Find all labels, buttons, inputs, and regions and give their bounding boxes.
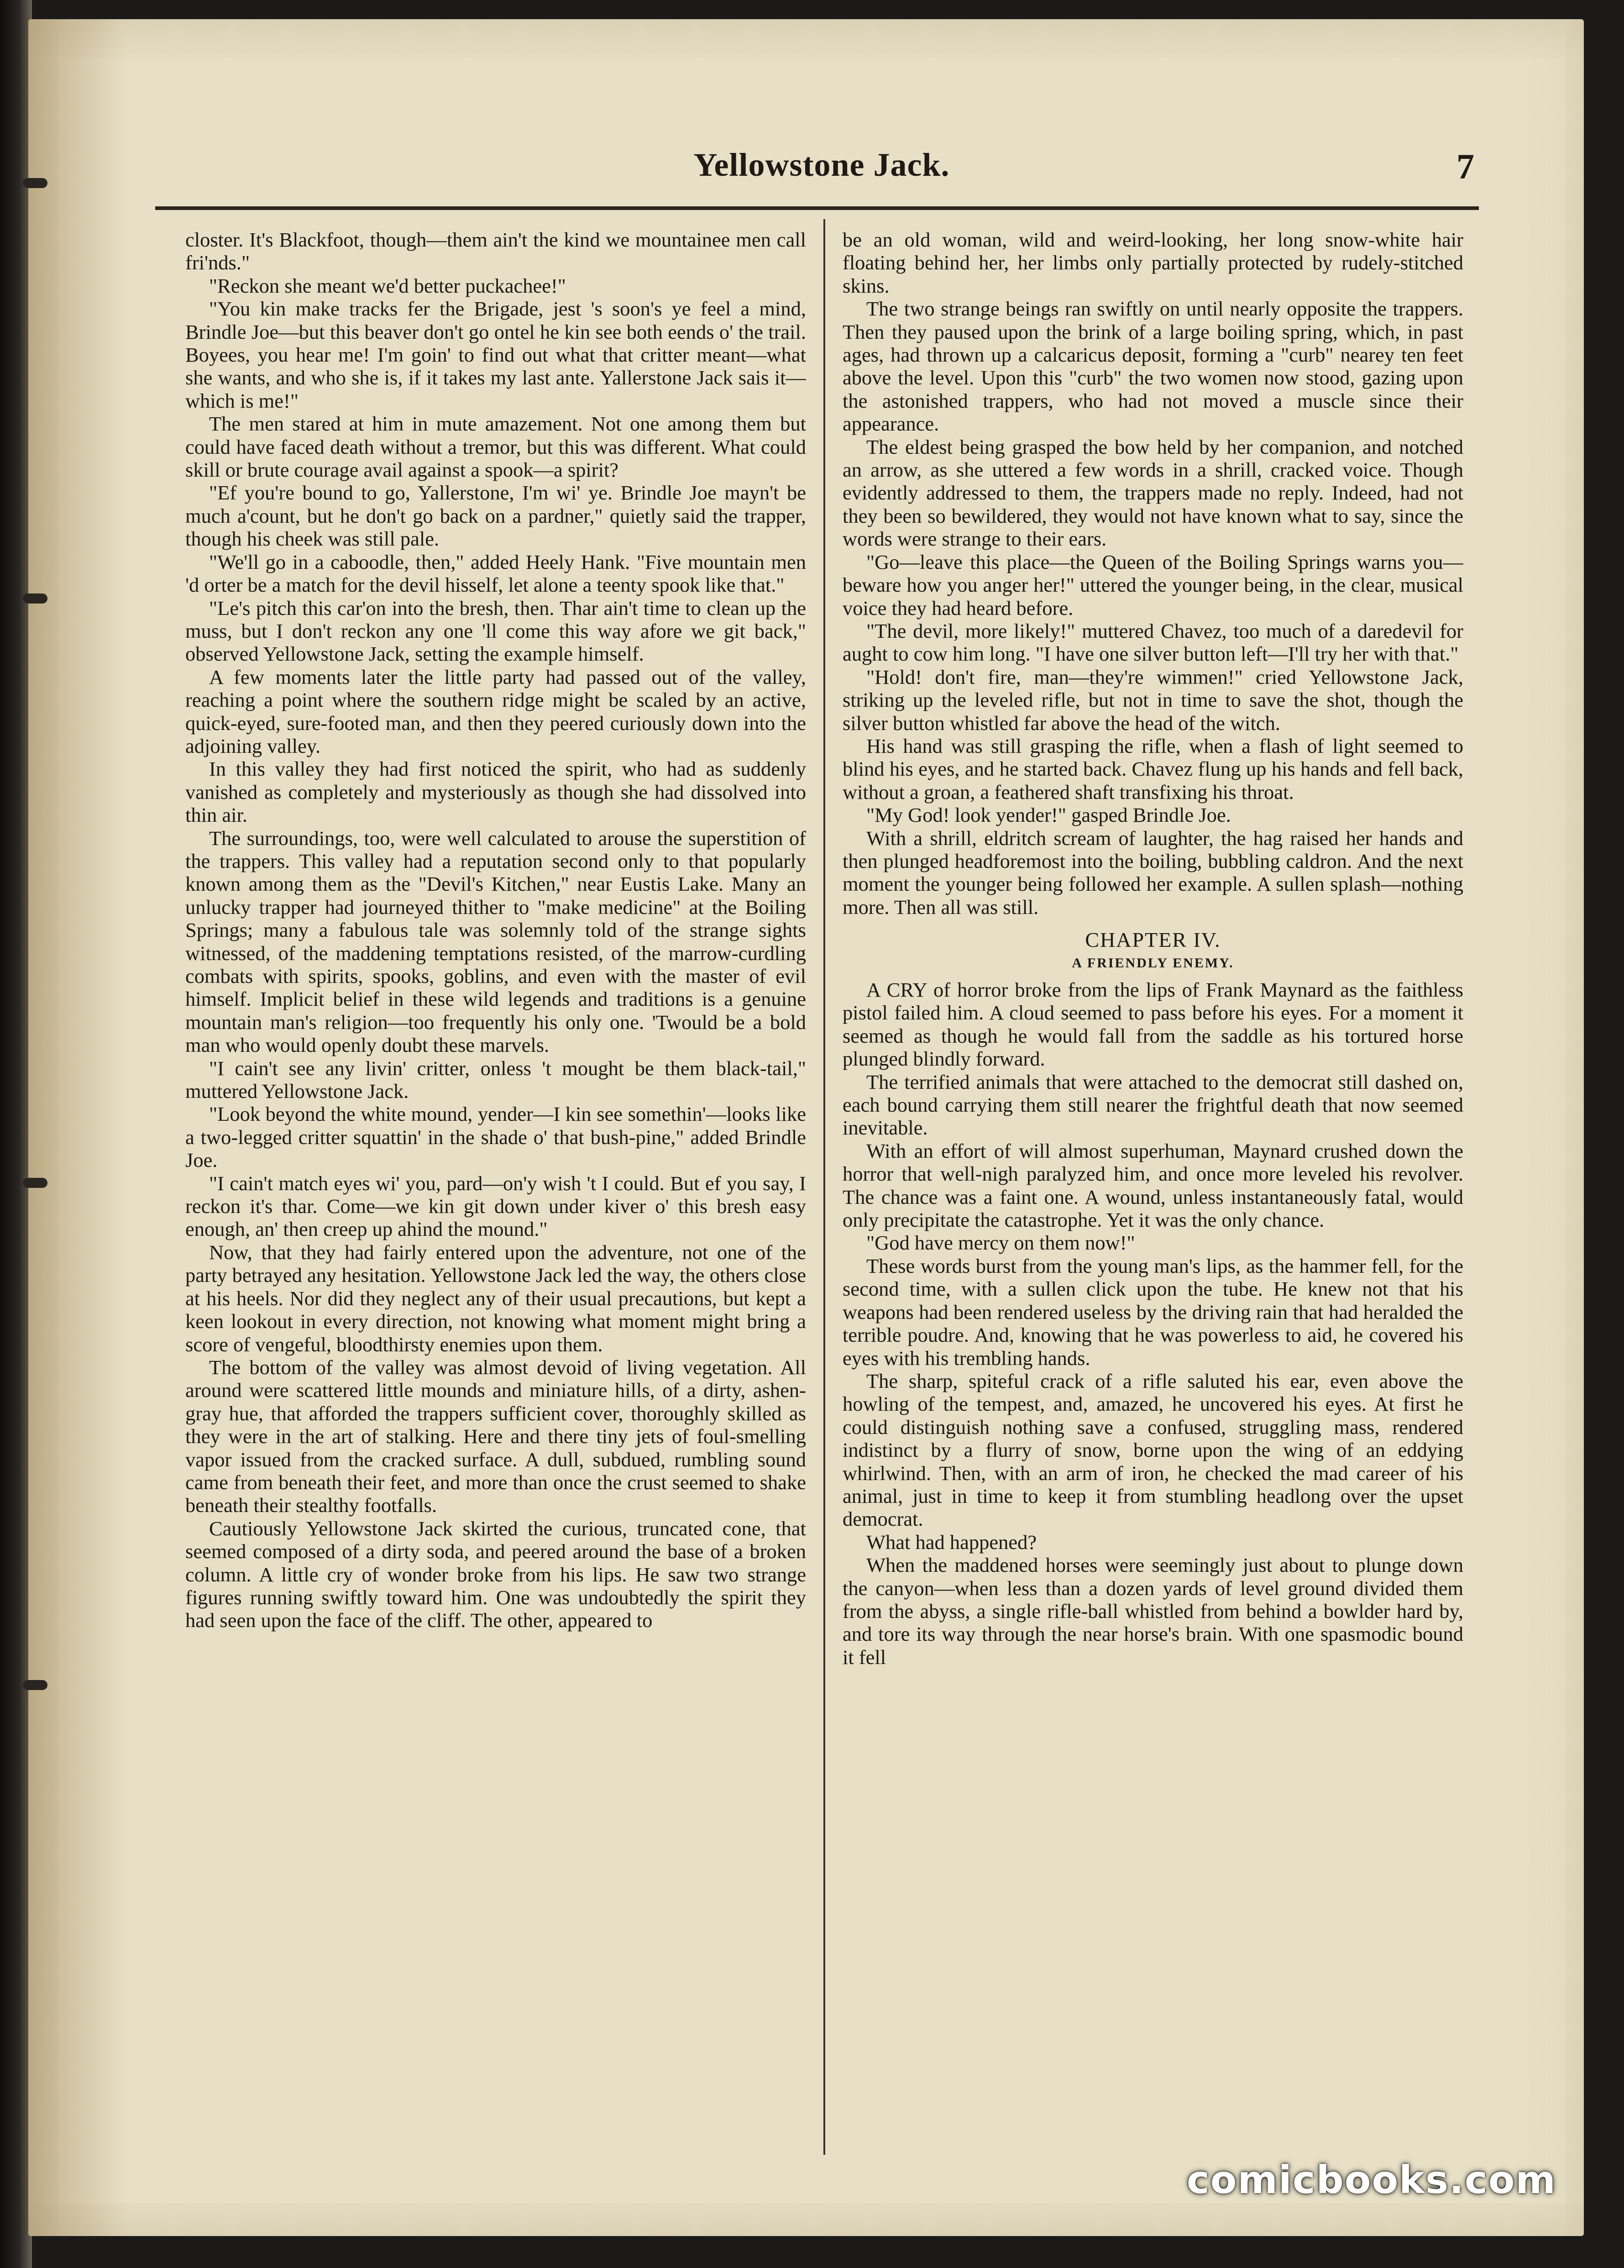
paragraph: "The devil, more likely!" muttered Chavez, too much of a daredevil for aught to cow him long. "I have one silver button left—I'll try her with that." <box>843 619 1463 666</box>
column-divider <box>823 219 825 2155</box>
paragraph: What had happened? <box>866 1530 1037 1554</box>
paragraph: "We'll go in a caboodle, then," added Heely Hank. "Five mountain men 'd orter be a match for the devil hisself, let alone a teenty spook like that." <box>185 550 806 597</box>
paragraph: "Look beyond the white mound, yender—I kin see somethin'—looks like a two-legged critter squattin' in the shade o' that bush-pine," added Brindle Joe. <box>185 1102 806 1172</box>
paragraph: be an old woman, wild and weird-looking, her long snow-white hair floating behind her, her limbs only partially protected by rudely-stitched skins. <box>843 228 1463 297</box>
header-rule <box>155 206 1479 210</box>
paragraph: When the maddened horses were seemingly just about to plunge down the canyon—when less than a dozen yards of level ground divided them from the abyss, a single rifle-ball whistled from behind a bowlder hard by, and tore its way through the near horse's brain. With one spasmodic bound it fell <box>843 1554 1463 1669</box>
right-column-text-before <box>843 228 1463 919</box>
paragraph: The sharp, spiteful crack of a rifle saluted his ear, even above the howling of the tempest, and, amazed, he uncovered his eyes. At first he could distinguish nothing save a confused, struggling mass, rendered indistinct by a flurry of snow, borne upon the wing of an eddying whirlwind. Then, with an arm of iron, he checked the mad career of his animal, just in time to keep it from stumbling headlong over the upset democrat. <box>843 1369 1463 1531</box>
paragraph: "God have mercy on them now!" <box>866 1231 1135 1255</box>
paragraph: These words burst from the young man's lips, as the hammer fell, for the second time, with a sullen click upon the tube. He knew not that his weapons had been rendered useless by the driving rain that had heralded the terrible poudre. And, knowing that he was powerless to aid, he covered his eyes with his trembling hands. <box>843 1254 1463 1370</box>
paragraph: His hand was still grasping the rifle, when a flash of light seemed to blind his eyes, and he started back. Chavez flung up his hands and fell back, without a groan, a feathered shaft transfixing his throat. <box>843 734 1463 803</box>
paragraph: "Hold! don't fire, man—they're wimmen!" cried Yellowstone Jack, striking up the leveled rifle, but not in time to save the shot, though the silver button whistled far above the head of the witch. <box>843 665 1463 735</box>
paragraph: The surroundings, too, were well calculated to arouse the superstition of the trappers. This valley had a reputation second only to that popularly known among them as the "Devil's Kitchen," near Eustis Lake. Many an unlucky trapper had journeyed thither to "make medicine" at the Boiling Springs; many a fabulous tale was solemnly told of the strange sights witnessed, of the maddening temptations resisted, of the marrow-curdling combats with spirits, spooks, goblins, and even with the master of evil himself. Implicit belief in these wild legends and traditions is a genuine mountain man's religion—too frequently his only one. 'Twould be a bold man who would openly doubt these marvels. <box>185 826 806 1057</box>
paragraph: Cautiously Yellowstone Jack skirted the curious, truncated cone, that seemed composed of a dirty soda, and peered around the base of a broken column. A little cry of wonder broke from his lips. He saw two strange figures running swiftly toward him. One was undoubtedly the spirit they had seen upon the face of the cliff. The other, appeared to <box>185 1517 806 1632</box>
paragraph: "You kin make tracks fer the Brigade, jest 's soon's ye feel a mind, Brindle Joe—but this beaver don't go ontel he kin see both eends o' the trail. Boyees, you hear me! I'm goin' to find out what that critter meant—what she wants, and who she is, if it takes my last ante. Yallerstone Jack sais it—which is me!" <box>185 297 806 412</box>
left-column <box>185 228 806 2137</box>
paragraph: The terrified animals that were attached to the democrat still dashed on, each bound carrying them still nearer the frightful death that now seemed inevitable. <box>843 1070 1463 1139</box>
paragraph: "Ef you're bound to go, Yallerstone, I'm wi' ye. Brindle Joe mayn't be much a'count, but he don't go back on a pardner," quietly said the trapper, though his cheek was still pale. <box>185 481 806 551</box>
paragraph: The men stared at him in mute amazement. Not one among them but could have faced death without a tremor, but this was different. What could skill or brute courage avail against a spook—a spirit? <box>185 412 806 482</box>
paragraph: "Go—leave this place—the Queen of the Boiling Springs warns you—beware how you anger her!" uttered the younger being, in the clear, musical voice they had heard before. <box>843 550 1463 620</box>
book-spine <box>0 0 32 2268</box>
chapter-subtitle: A FRIENDLY ENEMY. <box>1072 955 1234 971</box>
paragraph: The two strange beings ran swiftly on until nearly opposite the trappers. Then they paused upon the brink of a large boiling spring, which, in past ages, had thrown up a calcaricus deposit, forming a "curb" nearey ten feet above the level. Upon this "curb" the two women now stood, gazing upon the astonished trappers, who had not moved a muscle since their appearance. <box>843 297 1463 436</box>
binding-stitch <box>23 1178 47 1188</box>
paragraph: "I cain't see any livin' critter, onless 't mought be them black-tail," muttered Yellowstone Jack. <box>185 1056 806 1103</box>
paragraph: "Le's pitch this car'on into the bresh, then. Thar ain't time to clean up the muss, but I don't reckon any one 'll come this way afore we git back," observed Yellowstone Jack, setting the example himself. <box>185 596 806 666</box>
paragraph: The eldest being grasped the bow held by her companion, and notched an arrow, as she uttered a few words in a shrill, cracked voice. Though evidently addressed to them, the trappers made no reply. Indeed, had not they been so bewildered, they would not have known what to say, since the words were strange to their ears. <box>843 435 1463 551</box>
paragraph: "Reckon she meant we'd better puckachee!" <box>209 274 566 297</box>
binding-stitch <box>23 178 47 188</box>
chapter-title: CHAPTER IV. <box>1085 928 1221 952</box>
paragraph: "I cain't match eyes wi' you, pard—on'y wish 't I could. But ef you say, I reckon it's thar. Come—we kin git down under kiver o' this bresh easy enough, an' then creep up ahind the mound." <box>185 1171 806 1241</box>
binding-stitch <box>23 1680 47 1690</box>
right-column-text-after <box>843 978 1463 1669</box>
paragraph: "My God! look yender!" gasped Brindle Joe. <box>866 803 1231 827</box>
paragraph: With a shrill, eldritch scream of laughter, the hag raised her hands and then plunged headforemost into the boiling, bubbling caldron. And the next moment the younger being followed her example. A sullen splash—nothing more. Then all was still. <box>843 826 1463 919</box>
running-title: Yellowstone Jack. <box>693 147 950 183</box>
page-number: 7 <box>1456 147 1474 186</box>
paragraph: Now, that they had fairly entered upon the adventure, not one of the party betrayed any hesitation. Yellowstone Jack led the way, the others close at his heels. Nor did they neglect any of their usual precautions, but kept a keen lookout in every direction, not knowing what moment might bring a score of vengeful, bloodthirsty enemies upon them. <box>185 1240 806 1356</box>
paragraph: The bottom of the valley was almost devoid of living vegetation. All around were scattered little mounds and miniature hills, of a dirty, ashen-gray hue, that afforded the trappers sufficient cover, thoroughly skilled as they were in the art of stalking. Here and there tiny jets of foul-smelling vapor issued from the cracked surface. A dull, subdued, rumbling sound came from beneath their feet, and more than once the crust seemed to shake beneath their stealthy footfalls. <box>185 1355 806 1517</box>
paragraph: closter. It's Blackfoot, though—them ain't the kind we mountainee men call fri'nds." <box>185 228 806 274</box>
paragraph: A few moments later the little party had passed out of the valley, reaching a point where the southern ridge might be scaled by an active, quick-eyed, sure-footed man, and then they peered curiously down into the adjoining valley. <box>185 665 806 757</box>
paragraph: A CRY of horror broke from the lips of Frank Maynard as the faithless pistol failed him. A cloud seemed to pass before his eyes. For a moment it seemed as though he would fall from the saddle as his tortured horse plunged blindly forward. <box>843 978 1463 1071</box>
paragraph: In this valley they had first noticed the spirit, who had as suddenly vanished as completely and mysteriously as though she had dissolved into thin air. <box>185 757 806 827</box>
right-column <box>843 228 1463 2137</box>
binding-stitch <box>23 593 47 604</box>
watermark: comicbooks.com <box>1187 2158 1556 2202</box>
paragraph: With an effort of will almost superhuman, Maynard crushed down the horror that well-nigh paralyzed him, and once more leveled his revolver. The chance was a faint one. A wound, unless instantaneously fatal, would only precipitate the catastrophe. Yet it was the only chance. <box>843 1139 1463 1232</box>
